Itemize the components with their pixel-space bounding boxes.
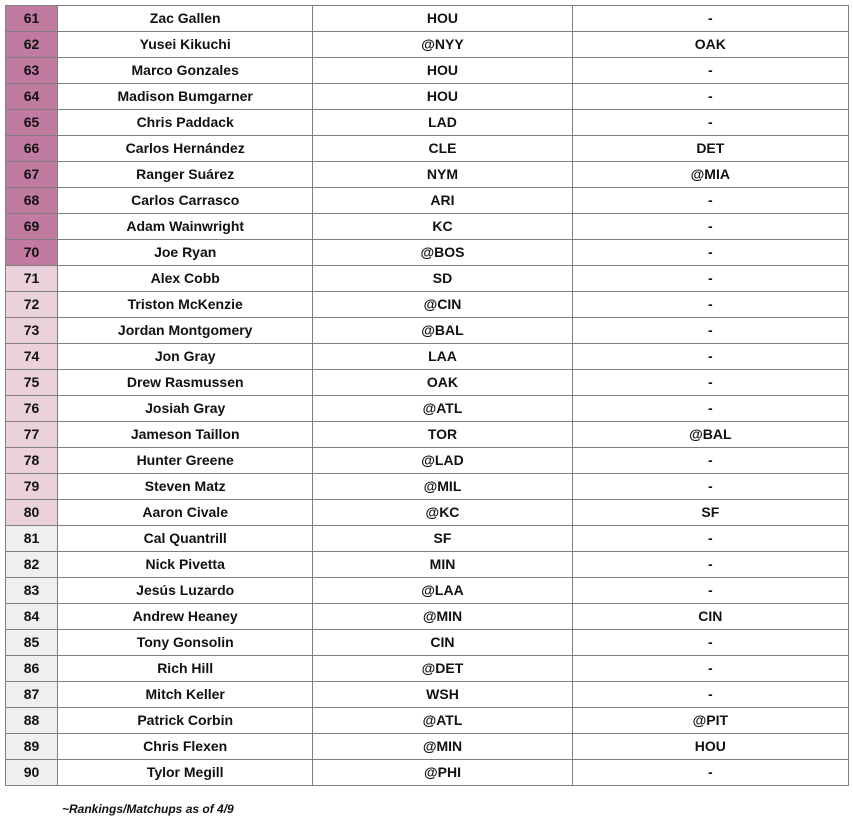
rank-cell: 65	[6, 110, 58, 136]
matchup-1-cell: @ATL	[313, 396, 572, 422]
player-name-cell: Carlos Carrasco	[58, 188, 313, 214]
player-name-cell: Jordan Montgomery	[58, 318, 313, 344]
matchup-1-cell: @KC	[313, 500, 572, 526]
player-name-cell: Alex Cobb	[58, 266, 313, 292]
rank-cell: 75	[6, 370, 58, 396]
player-name-cell: Carlos Hernández	[58, 136, 313, 162]
table-row	[6, 318, 849, 344]
player-name-cell: Mitch Keller	[58, 682, 313, 708]
player-name-cell: Patrick Corbin	[58, 708, 313, 734]
matchup-1-cell: @LAD	[313, 448, 572, 474]
rank-cell: 83	[6, 578, 58, 604]
rank-cell: 67	[6, 162, 58, 188]
player-name-cell: Nick Pivetta	[58, 552, 313, 578]
table-row	[6, 552, 849, 578]
rank-cell: 61	[6, 6, 58, 32]
matchup-2-cell: HOU	[572, 734, 848, 760]
player-name-cell: Marco Gonzales	[58, 58, 313, 84]
player-name-cell: Ranger Suárez	[58, 162, 313, 188]
matchup-2-cell: CIN	[572, 604, 848, 630]
rank-cell: 89	[6, 734, 58, 760]
player-name-cell: Joe Ryan	[58, 240, 313, 266]
matchup-1-cell: TOR	[313, 422, 572, 448]
player-name-cell: Madison Bumgarner	[58, 84, 313, 110]
matchup-1-cell: HOU	[313, 84, 572, 110]
matchup-2-cell: -	[572, 240, 848, 266]
matchup-1-cell: @CIN	[313, 292, 572, 318]
table-row	[6, 526, 849, 552]
matchup-2-cell: -	[572, 6, 848, 32]
matchup-1-cell: SD	[313, 266, 572, 292]
matchup-2-cell: DET	[572, 136, 848, 162]
table-row	[6, 604, 849, 630]
rank-cell: 80	[6, 500, 58, 526]
player-name-cell: Josiah Gray	[58, 396, 313, 422]
player-name-cell: Chris Flexen	[58, 734, 313, 760]
table-row	[6, 58, 849, 84]
rank-cell: 69	[6, 214, 58, 240]
matchup-2-cell: -	[572, 110, 848, 136]
rank-cell: 63	[6, 58, 58, 84]
table-row	[6, 396, 849, 422]
matchup-1-cell: ARI	[313, 188, 572, 214]
matchup-2-cell: @MIA	[572, 162, 848, 188]
table-row	[6, 760, 849, 786]
matchup-1-cell: @BAL	[313, 318, 572, 344]
rank-cell: 70	[6, 240, 58, 266]
matchup-1-cell: KC	[313, 214, 572, 240]
rank-cell: 73	[6, 318, 58, 344]
player-name-cell: Zac Gallen	[58, 6, 313, 32]
matchup-1-cell: @NYY	[313, 32, 572, 58]
rank-cell: 88	[6, 708, 58, 734]
matchup-1-cell: MIN	[313, 552, 572, 578]
matchup-1-cell: @MIN	[313, 604, 572, 630]
matchup-1-cell: @PHI	[313, 760, 572, 786]
rank-cell: 86	[6, 656, 58, 682]
rank-cell: 77	[6, 422, 58, 448]
table-row	[6, 266, 849, 292]
matchup-2-cell: -	[572, 214, 848, 240]
player-name-cell: Steven Matz	[58, 474, 313, 500]
table-row	[6, 240, 849, 266]
matchup-2-cell: -	[572, 760, 848, 786]
rankings-body	[6, 6, 849, 786]
matchup-1-cell: HOU	[313, 58, 572, 84]
player-name-cell: Andrew Heaney	[58, 604, 313, 630]
table-row	[6, 344, 849, 370]
matchup-1-cell: @MIL	[313, 474, 572, 500]
rank-cell: 81	[6, 526, 58, 552]
matchup-2-cell: -	[572, 344, 848, 370]
matchup-1-cell: WSH	[313, 682, 572, 708]
player-name-cell: Cal Quantrill	[58, 526, 313, 552]
table-row	[6, 734, 849, 760]
matchup-1-cell: OAK	[313, 370, 572, 396]
player-name-cell: Tylor Megill	[58, 760, 313, 786]
rank-cell: 71	[6, 266, 58, 292]
player-name-cell: Jameson Taillon	[58, 422, 313, 448]
matchup-2-cell: -	[572, 292, 848, 318]
table-row	[6, 370, 849, 396]
table-row	[6, 214, 849, 240]
player-name-cell: Triston McKenzie	[58, 292, 313, 318]
matchup-2-cell: SF	[572, 500, 848, 526]
matchup-2-cell: @BAL	[572, 422, 848, 448]
matchup-1-cell: @LAA	[313, 578, 572, 604]
rank-cell: 85	[6, 630, 58, 656]
table-row	[6, 656, 849, 682]
matchup-1-cell: HOU	[313, 6, 572, 32]
matchup-2-cell: -	[572, 58, 848, 84]
player-name-cell: Jesús Luzardo	[58, 578, 313, 604]
player-name-cell: Aaron Civale	[58, 500, 313, 526]
table-row	[6, 630, 849, 656]
matchup-2-cell: -	[572, 656, 848, 682]
matchup-2-cell: -	[572, 526, 848, 552]
rank-cell: 90	[6, 760, 58, 786]
table-row	[6, 162, 849, 188]
rank-cell: 84	[6, 604, 58, 630]
matchup-2-cell: -	[572, 630, 848, 656]
player-name-cell: Adam Wainwright	[58, 214, 313, 240]
rank-cell: 66	[6, 136, 58, 162]
table-row	[6, 84, 849, 110]
table-row	[6, 188, 849, 214]
rank-cell: 64	[6, 84, 58, 110]
matchup-2-cell: -	[572, 370, 848, 396]
rank-cell: 78	[6, 448, 58, 474]
player-name-cell: Chris Paddack	[58, 110, 313, 136]
rank-cell: 82	[6, 552, 58, 578]
matchup-2-cell: OAK	[572, 32, 848, 58]
table-row	[6, 422, 849, 448]
table-row	[6, 448, 849, 474]
matchup-1-cell: @BOS	[313, 240, 572, 266]
matchup-1-cell: @DET	[313, 656, 572, 682]
matchup-1-cell: SF	[313, 526, 572, 552]
matchup-1-cell: LAD	[313, 110, 572, 136]
rank-cell: 87	[6, 682, 58, 708]
rank-cell: 68	[6, 188, 58, 214]
table-row	[6, 6, 849, 32]
matchup-2-cell: -	[572, 578, 848, 604]
table-row	[6, 474, 849, 500]
table-row	[6, 136, 849, 162]
matchup-1-cell: CIN	[313, 630, 572, 656]
table-row	[6, 500, 849, 526]
matchup-2-cell: -	[572, 266, 848, 292]
rankings-table	[5, 5, 849, 786]
player-name-cell: Tony Gonsolin	[58, 630, 313, 656]
footnote: ~Rankings/Matchups as of 4/9	[62, 802, 234, 816]
player-name-cell: Hunter Greene	[58, 448, 313, 474]
table-row	[6, 708, 849, 734]
matchup-1-cell: @MIN	[313, 734, 572, 760]
rank-cell: 76	[6, 396, 58, 422]
rank-cell: 62	[6, 32, 58, 58]
player-name-cell: Rich Hill	[58, 656, 313, 682]
matchup-2-cell: -	[572, 318, 848, 344]
matchup-1-cell: LAA	[313, 344, 572, 370]
matchup-2-cell: -	[572, 682, 848, 708]
player-name-cell: Jon Gray	[58, 344, 313, 370]
matchup-1-cell: CLE	[313, 136, 572, 162]
matchup-2-cell: -	[572, 552, 848, 578]
rank-cell: 72	[6, 292, 58, 318]
matchup-2-cell: -	[572, 396, 848, 422]
matchup-2-cell: @PIT	[572, 708, 848, 734]
matchup-2-cell: -	[572, 84, 848, 110]
matchup-2-cell: -	[572, 474, 848, 500]
matchup-1-cell: NYM	[313, 162, 572, 188]
table-row	[6, 578, 849, 604]
matchup-1-cell: @ATL	[313, 708, 572, 734]
table-row	[6, 32, 849, 58]
rank-cell: 74	[6, 344, 58, 370]
table-row	[6, 292, 849, 318]
table-row	[6, 682, 849, 708]
rank-cell: 79	[6, 474, 58, 500]
matchup-2-cell: -	[572, 188, 848, 214]
matchup-2-cell: -	[572, 448, 848, 474]
player-name-cell: Drew Rasmussen	[58, 370, 313, 396]
player-name-cell: Yusei Kikuchi	[58, 32, 313, 58]
table-row	[6, 110, 849, 136]
